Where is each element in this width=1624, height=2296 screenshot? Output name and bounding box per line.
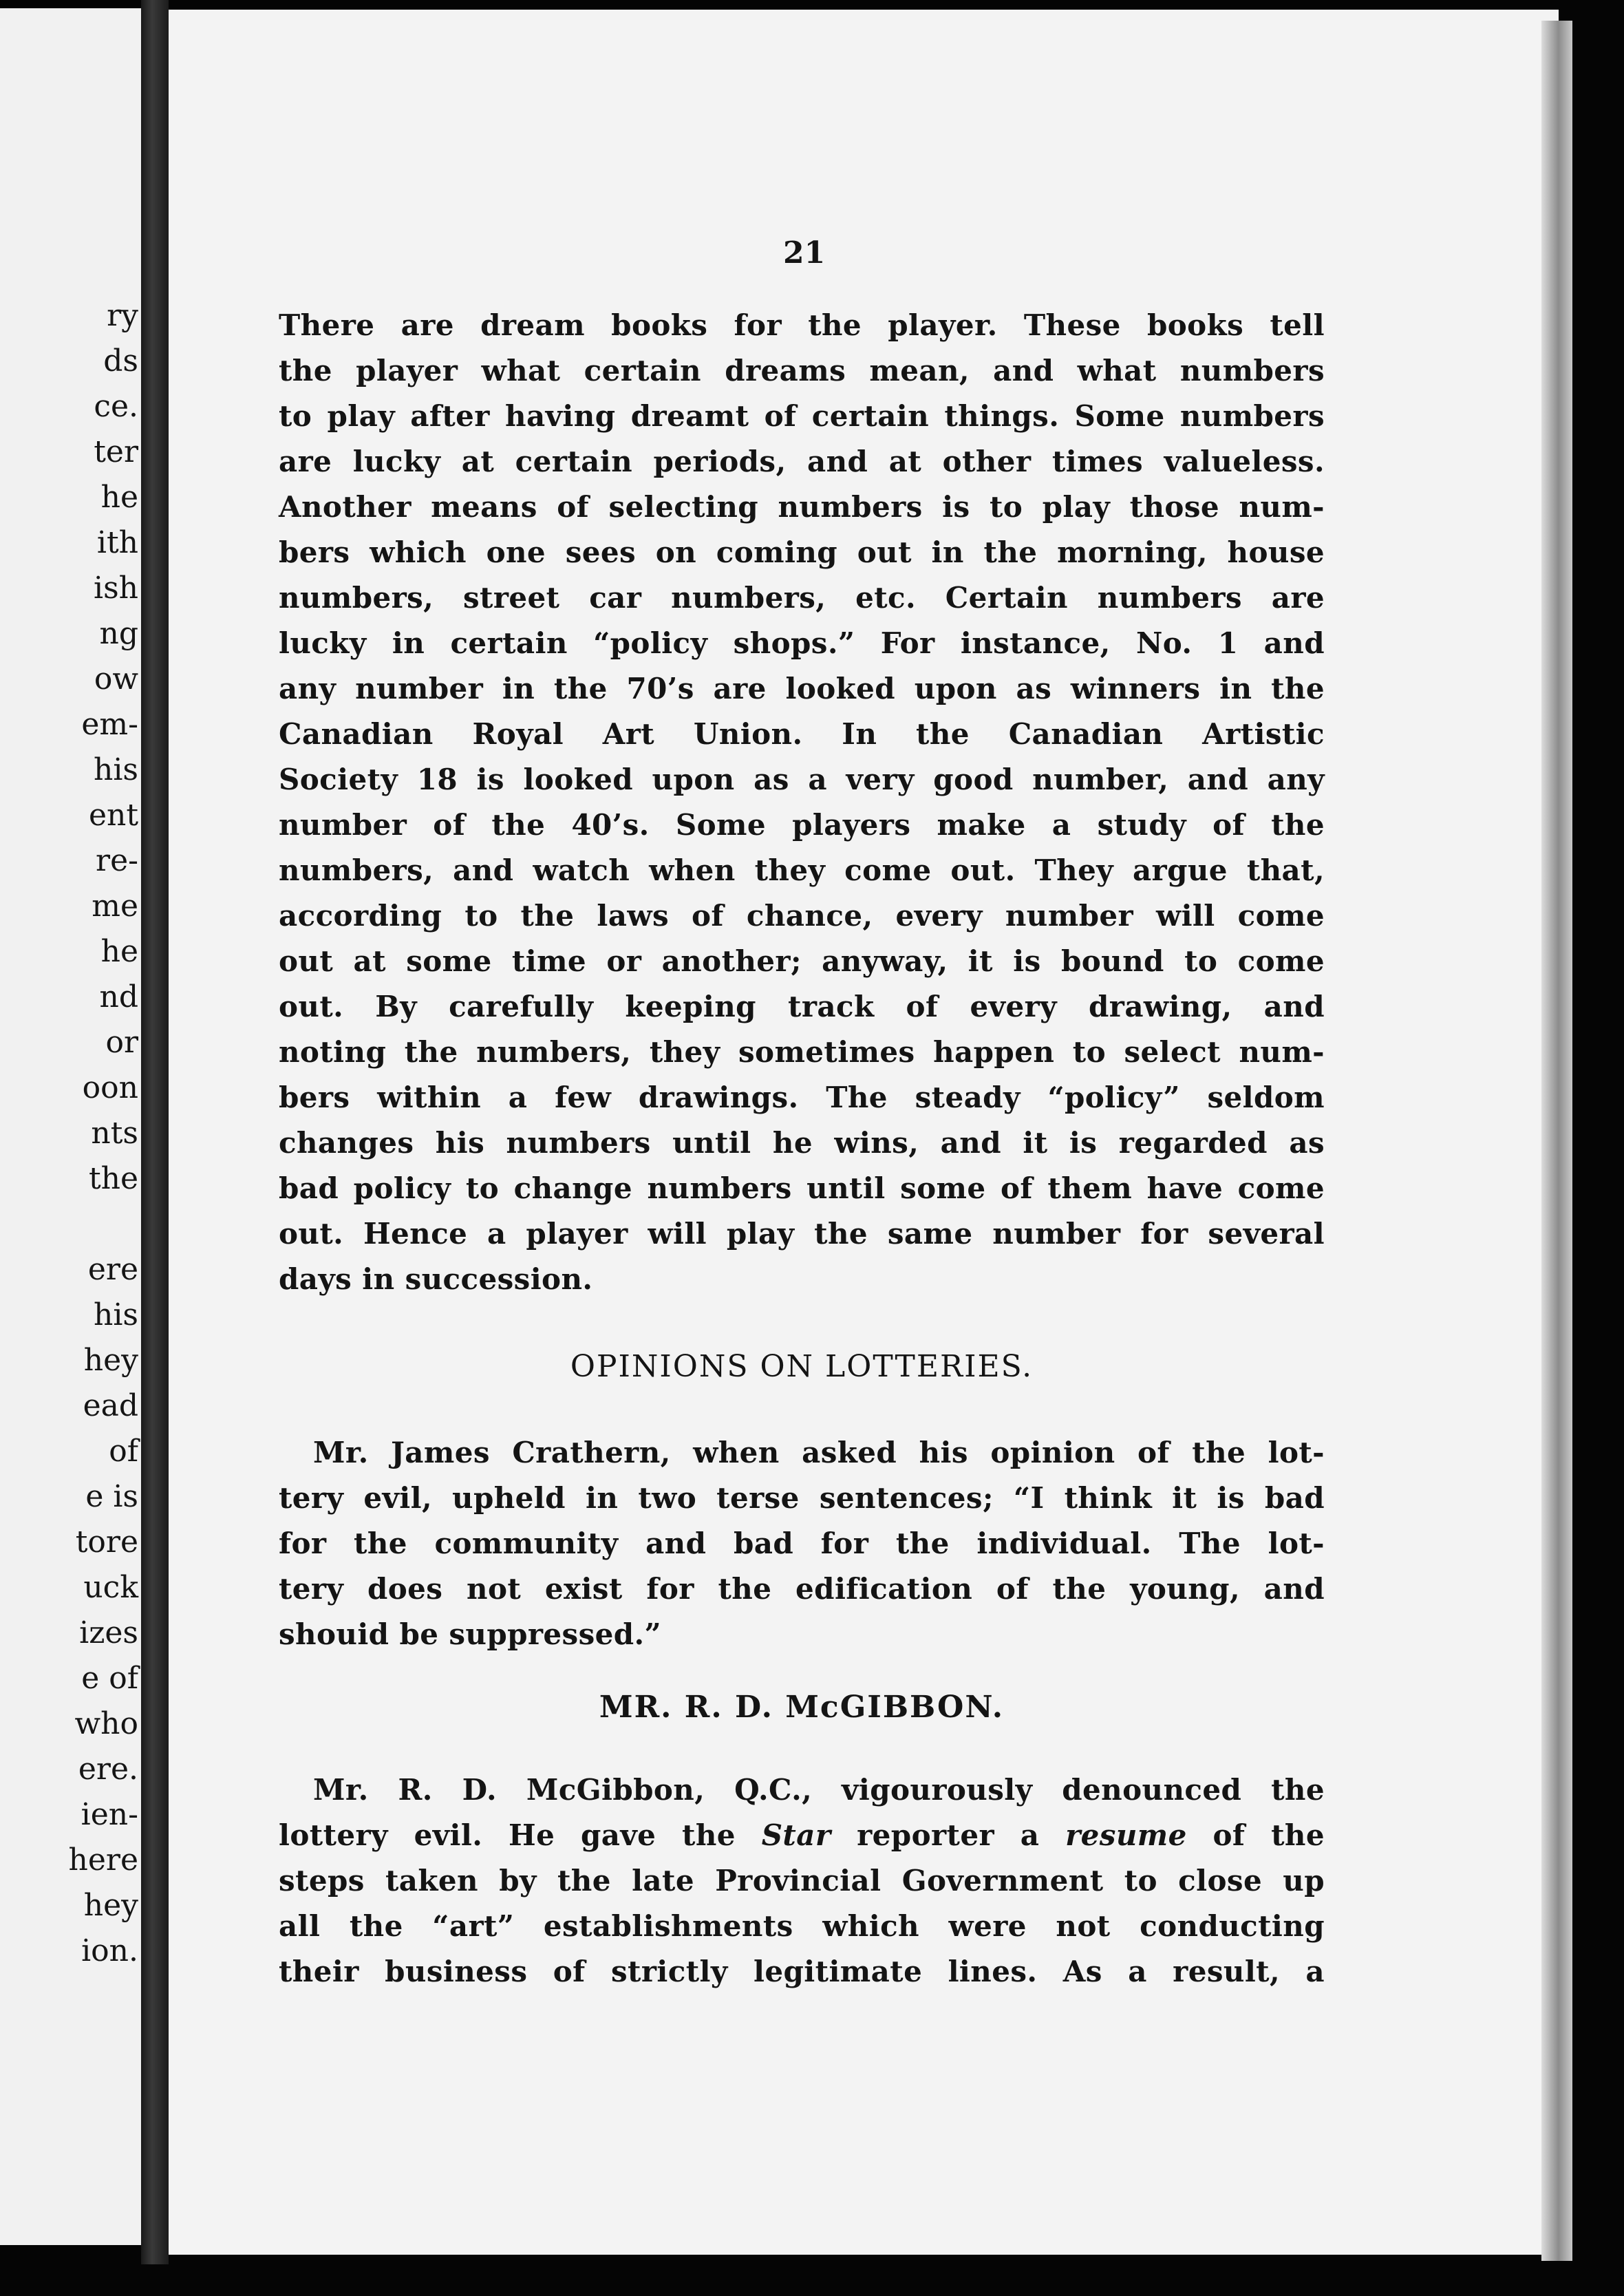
body-line: Mr. R. D. McGibbon, Q.C., vigourously denounced the — [313, 1773, 1325, 1807]
paragraph-mcgibbon — [279, 1767, 1325, 1995]
body-line: for the community and bad for the individual. The lot- — [279, 1527, 1325, 1560]
left-page-text-fragment: ien- — [81, 1797, 138, 1832]
left-page-text-fragment: oon — [82, 1070, 138, 1105]
left-page-text-fragment: hey — [83, 1343, 138, 1378]
body-line: Canadian Royal Art Union. In the Canadian Artistic — [279, 717, 1325, 751]
left-page-text-fragment: ith — [96, 525, 138, 560]
book-gutter — [141, 0, 169, 2264]
body-line: tery does not exist for the edification of the young, and — [279, 1572, 1325, 1606]
body-line: bad policy to change numbers until some of them have come — [279, 1171, 1325, 1205]
left-page-text-fragment: re- — [96, 843, 138, 878]
left-page-text-fragment: ds — [103, 343, 138, 379]
italic-star: Star — [761, 1818, 831, 1852]
body-line: Another means of selecting numbers is to play those num- — [279, 490, 1325, 524]
left-page-text-fragment: or — [105, 1025, 138, 1060]
left-page-text-fragment: ng — [99, 616, 138, 651]
body-line: out at some time or another; anyway, it is bound to come — [279, 944, 1325, 978]
left-page-text-fragment: he — [100, 934, 138, 969]
body-line: tery evil, upheld in two terse sentences; “I think it is bad — [279, 1481, 1325, 1515]
left-page-text-fragment: ere — [87, 1252, 138, 1287]
body-line: out. By carefully keeping track of every drawing, and — [279, 990, 1325, 1023]
left-page-text-fragment: ter — [94, 434, 138, 469]
body-line: numbers, street car numbers, etc. Certain numbers are — [279, 581, 1325, 615]
left-page-text-fragment: uck — [83, 1570, 138, 1605]
left-page-text-fragment: tore — [75, 1524, 138, 1560]
body-line: steps taken by the late Provincial Government to close up — [279, 1864, 1325, 1898]
left-page-text-fragment: ry — [107, 298, 138, 333]
body-line: There are dream books for the player. These books tell — [279, 308, 1325, 342]
left-page-text-fragment: ere. — [78, 1752, 138, 1787]
body-line: the player what certain dreams mean, and what numbers — [279, 354, 1325, 387]
body-line: Society 18 is looked upon as a very good number, and any — [279, 763, 1325, 796]
left-page-text-fragment: who — [74, 1706, 138, 1741]
left-page-text-fragment: ent — [88, 798, 138, 833]
left-page-text-fragment: the — [88, 1161, 138, 1196]
left-page-text-fragment: nts — [91, 1116, 138, 1151]
left-page-text-fragment: hey — [83, 1888, 138, 1923]
left-page-text-fragment: his — [94, 752, 138, 787]
body-line: any number in the 70’s are looked upon as winners in the — [279, 672, 1325, 705]
left-page-text-fragment: em- — [81, 707, 138, 742]
body-line: Mr. James Crathern, when asked his opinion of the lot- — [313, 1436, 1325, 1469]
body-line: noting the numbers, they sometimes happen to select num- — [279, 1035, 1325, 1069]
left-page-fragment — [0, 8, 141, 2245]
body-line: bers which one sees on coming out in the morning, house — [279, 535, 1325, 569]
left-page-text-fragment: he — [100, 480, 138, 515]
body-line: all the “art” establishments which were not conducting — [279, 1909, 1325, 1943]
body-line: are lucky at certain periods, and at other times valueless. — [279, 445, 1325, 478]
body-line: their business of strictly legitimate lines. As a result, a — [279, 1955, 1325, 1988]
left-page-text-fragment: his — [94, 1297, 138, 1332]
heading-mcgibbon: MR. R. D. McGIBBON. — [599, 1690, 1005, 1725]
paragraph-crathern — [279, 1430, 1325, 1657]
body-line: number of the 40’s. Some players make a study of the — [279, 808, 1325, 842]
body-line: shouid be suppressed.” — [279, 1617, 662, 1651]
left-page-text-fragment: izes — [79, 1615, 138, 1650]
left-page-text-fragment: me — [92, 889, 138, 924]
body-line: days in succession. — [279, 1262, 593, 1296]
left-page-text-fragment: here — [68, 1842, 138, 1878]
body-line: lucky in certain “policy shops.” For instance, No. 1 and — [279, 626, 1325, 660]
left-page-text-fragment: ow — [94, 661, 138, 697]
paragraph-dream-books — [279, 303, 1325, 1302]
body-line: to play after having dreamt of certain things. Some numbers — [279, 399, 1325, 433]
left-page-text-fragment: ish — [94, 571, 138, 606]
page-number: 21 — [783, 235, 826, 270]
left-page-text-fragment: ion. — [81, 1933, 138, 1968]
left-page-text-fragment: nd — [99, 979, 138, 1014]
body-line: bers within a few drawings. The steady “policy” seldom — [279, 1081, 1325, 1114]
body-line: numbers, and watch when they come out. They argue that, — [279, 853, 1325, 887]
body-line: lottery evil. He gave the Star reporter a resume of the — [279, 1818, 1325, 1852]
left-page-text-fragment: ce. — [94, 389, 138, 424]
left-page-text-fragment: e is — [85, 1479, 138, 1514]
heading-opinions-on-lotteries: OPINIONS ON LOTTERIES. — [570, 1349, 1034, 1384]
left-page-text-fragment: ead — [83, 1388, 138, 1423]
body-line: according to the laws of chance, every number will come — [279, 899, 1325, 933]
left-page-text-fragment: e of — [81, 1661, 138, 1696]
italic-resume: resume — [1065, 1818, 1187, 1852]
body-line: out. Hence a player will play the same number for several — [279, 1217, 1325, 1251]
body-line: changes his numbers until he wins, and it is regarded as — [279, 1126, 1325, 1160]
left-page-text-fragment: of — [109, 1434, 138, 1469]
page-edge — [1541, 21, 1572, 2261]
